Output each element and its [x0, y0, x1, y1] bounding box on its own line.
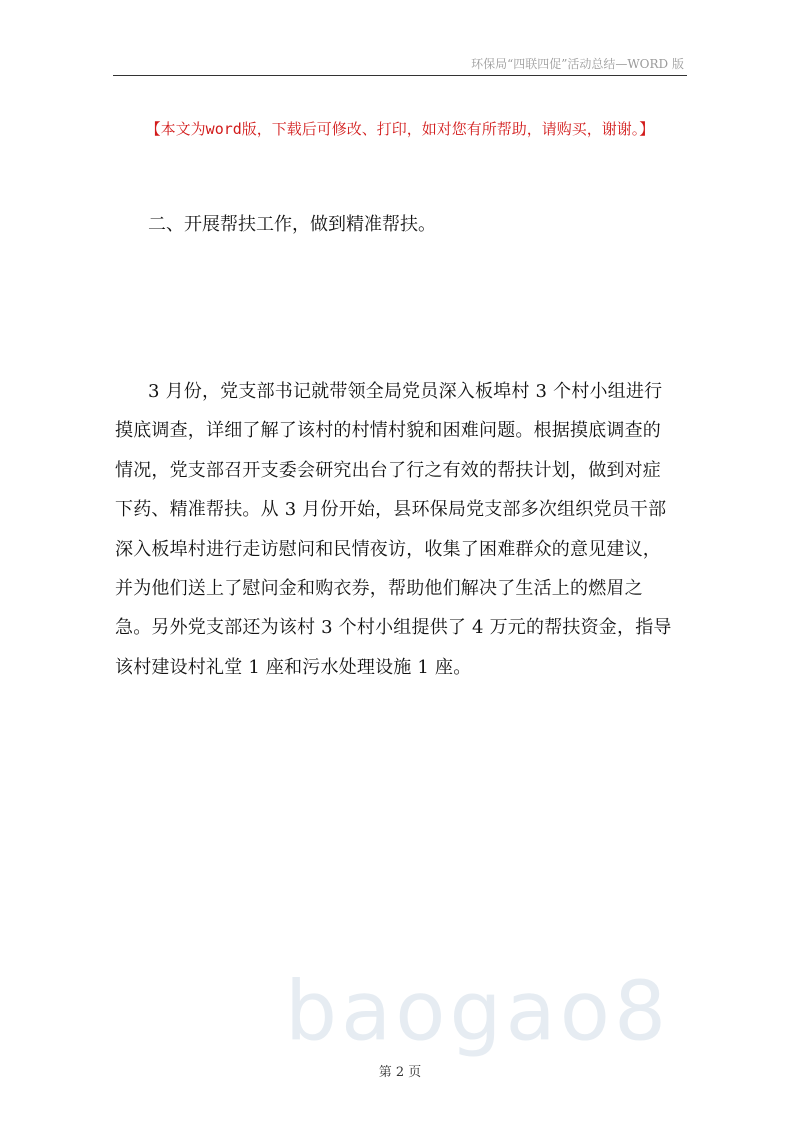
- body-line: 3 月份，党支部书记就带领全局党员深入板埠村 3 个村小组进行: [148, 381, 663, 402]
- header-divider: [113, 75, 687, 76]
- section-heading: 二、开展帮扶工作，做到精准帮扶。: [148, 214, 436, 235]
- body-line: 摸底调查，详细了解了该村的村情村貌和困难问题。根据摸底调查的: [115, 420, 661, 442]
- body-line: 急。另外党支部还为该村 3 个村小组提供了 4 万元的帮扶资金，指导: [115, 617, 672, 639]
- page-number: 第 2 页: [378, 1065, 422, 1080]
- header-title: 环保局“四联四促”活动总结—WORD 版: [471, 57, 684, 71]
- body-line: 并为他们送上了慰问金和购衣券，帮助他们解决了生活上的燃眉之: [115, 577, 643, 599]
- purchase-notice: 【本文为word版，下载后可修改、打印，如对您有所帮助，请购买，谢谢。】: [145, 120, 655, 138]
- watermark: baogao8: [285, 964, 671, 1060]
- body-paragraph: [115, 372, 695, 687]
- body-line: 情况，党支部召开支委会研究出台了行之有效的帮扶计划，做到对症: [115, 459, 661, 481]
- body-line: 深入板埠村进行走访慰问和民情夜访，收集了困难群众的意见建议，: [115, 538, 661, 560]
- body-line: 下药、精准帮扶。从 3 月份开始，县环保局党支部多次组织党员干部: [115, 499, 667, 521]
- body-line: 该村建设村礼堂 1 座和污水处理设施 1 座。: [115, 656, 472, 678]
